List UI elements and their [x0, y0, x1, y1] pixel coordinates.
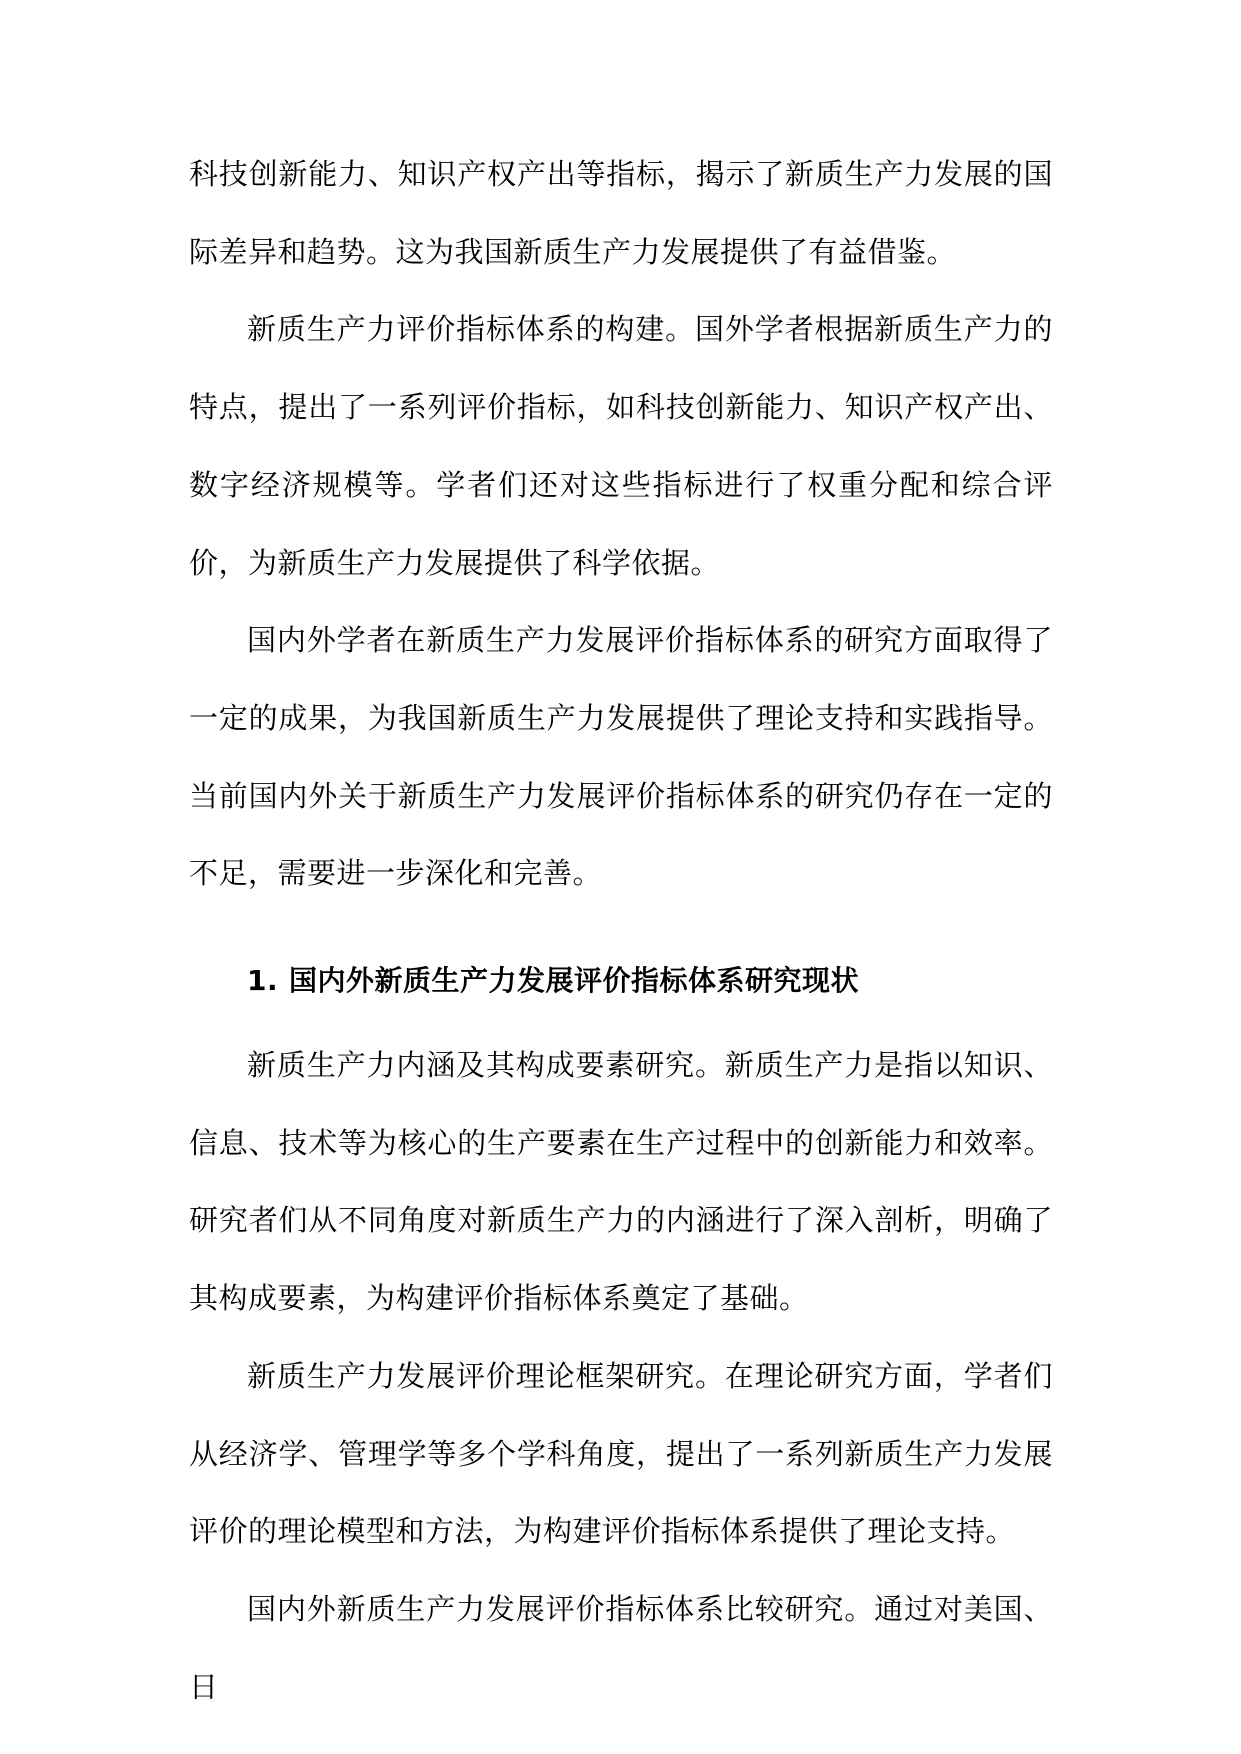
section-heading-number: 1.: [247, 964, 279, 998]
section-heading: [189, 913, 1053, 1027]
paragraph-research-summary: 国内外学者在新质生产力发展评价指标体系的研究方面取得了一定的成果，为我国新质生产力发展提供了理论支持和实践指导。当前国内外关于新质生产力发展评价指标体系的研究仍存在一定的不足，需要进一步深化和完善。: [189, 623, 1053, 891]
paragraph-connotation-research: 新质生产力内涵及其构成要素研究。新质生产力是指以知识、信息、技术等为核心的生产要素在生产过程中的创新能力和效率。研究者们从不同角度对新质生产力的内涵进行了深入剖析，明确了其构成要素，为构建评价指标体系奠定了基础。: [189, 1048, 1053, 1316]
paragraph-continued: 科技创新能力、知识产权产出等指标，揭示了新质生产力发展的国际差异和趋势。这为我国新质生产力发展提供了有益借鉴。: [189, 157, 1053, 269]
paragraph-indicator-system-construction: 新质生产力评价指标体系的构建。国外学者根据新质生产力的特点，提出了一系列评价指标，如科技创新能力、知识产权产出、数字经济规模等。学者们还对这些指标进行了权重分配和综合评价，为新质生产力发展提供了科学依据。: [189, 312, 1053, 580]
section-heading-title: 国内外新质生产力发展评价指标体系研究现状: [289, 964, 860, 998]
paragraph-comparative-research: 国内外新质生产力发展评价指标体系比较研究。通过对美国、日: [189, 1591, 1053, 1704]
paragraph-theoretical-framework: 新质生产力发展评价理论框架研究。在理论研究方面，学者们从经济学、管理学等多个学科角度，提出了一系列新质生产力发展评价的理论模型和方法，为构建评价指标体系提供了理论支持。: [189, 1358, 1053, 1549]
document-body: [189, 136, 1053, 1726]
